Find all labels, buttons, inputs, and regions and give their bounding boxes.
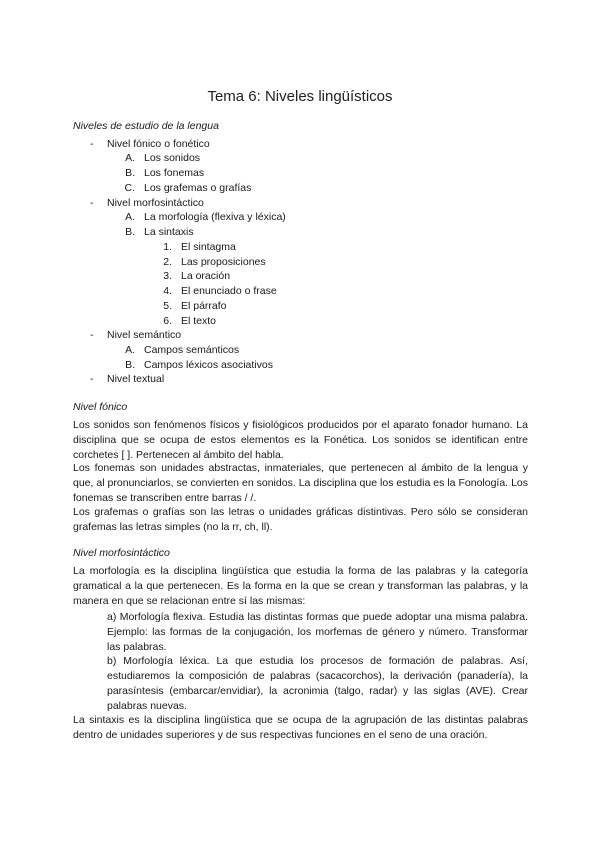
list-marker: 5. <box>163 300 172 312</box>
paragraph-indented: a) Morfología flexiva. Estudia las distintas formas que puede adoptar una misma palabra. Ejemplo: las formas de la conjugación, los morfemas de género y número. Transformar las palabras. <box>107 611 528 653</box>
list-marker: A. <box>125 152 135 164</box>
list-bullet: - <box>90 373 94 385</box>
outline-item: La oración <box>181 270 231 282</box>
outline-item: Campos semánticos <box>144 344 240 356</box>
outline-item: El sintagma <box>181 241 236 253</box>
list-bullet: - <box>90 197 94 209</box>
list-marker: B. <box>125 167 135 179</box>
outline-item: La sintaxis <box>144 226 194 238</box>
list-bullet: - <box>90 138 94 150</box>
paragraph-indented: b) Morfología léxica. La que estudia los procesos de formación de palabras. Así, estudiaremos la composición de palabras (sacacorchos), la derivación (panadería), la parasíntesis (embarcar/envidiar), la acronimia (talgo, radar) y las siglas (AVE). Crear palabras nuevas. <box>107 655 528 712</box>
list-marker: B. <box>125 226 135 238</box>
outline-item: La morfología (flexiva y léxica) <box>144 211 286 223</box>
paragraph: Los sonidos son fenómenos físicos y fisiológicos producidos por el aparato fonador humano. La disciplina que se ocupa de estos elementos es la Fonética. Los sonidos se identifican entre corchetes [ ]. Pertenecen al ámbito del habla. <box>73 419 528 461</box>
paragraph: La sintaxis es la disciplina lingüística que se ocupa de la agrupación de las distintas palabras dentro de unidades superiores y de sus respectivas funciones en el seno de una oración. <box>73 714 528 741</box>
list-marker: B. <box>125 359 135 371</box>
outline-item: Nivel semántico <box>107 329 182 341</box>
outline-item: Nivel textual <box>107 373 165 385</box>
outline-item: Los fonemas <box>144 167 205 179</box>
paragraph: Los fonemas son unidades abstractas, inmateriales, que pertenecen al ámbito de la lengua y que, al pronunciarlos, se convierten en sonidos. La disciplina que los estudia es la Fonología. Los fonemas se transcriben entre barras / /. <box>73 462 528 504</box>
list-marker: 1. <box>163 241 172 253</box>
outline-heading: Niveles de estudio de la lengua <box>73 120 219 132</box>
section-heading-fonico: Nivel fónico <box>73 401 128 413</box>
section-heading-morfosintactico: Nivel morfosintáctico <box>73 547 170 559</box>
outline-item: Nivel fónico o fonético <box>107 138 210 150</box>
outline-item: El párrafo <box>181 300 227 312</box>
list-marker: C. <box>124 182 135 194</box>
paragraph: La morfología es la disciplina lingüística que estudia la forma de las palabras y la categoría gramatical a la que pertenecen. Es la forma en la que se crean y transforman las palabras, y la manera en que se relacionan entre sí las mismas: <box>73 565 528 607</box>
list-marker: 2. <box>163 256 172 268</box>
outline-item: Las proposiciones <box>181 256 266 268</box>
list-marker: 4. <box>163 285 172 297</box>
list-marker: 3. <box>163 270 172 282</box>
outline-item: El enunciado o frase <box>181 285 277 297</box>
list-marker: A. <box>125 344 135 356</box>
outline-item: Campos léxicos asociativos <box>144 359 273 371</box>
outline-item: Los grafemas o grafías <box>144 182 252 194</box>
list-marker: 6. <box>163 315 172 327</box>
list-marker: A. <box>125 211 135 223</box>
list-bullet: - <box>90 329 94 341</box>
paragraph: Los grafemas o grafías son las letras o unidades gráficas distintivas. Pero sólo se consideran grafemas las letras simples (no la rr, ch, ll). <box>73 506 528 533</box>
page-title: Tema 6: Niveles lingüísticos <box>207 88 393 105</box>
outline-item: Los sonidos <box>144 152 201 164</box>
outline-item: El texto <box>181 315 217 327</box>
outline-item: Nivel morfosintáctico <box>107 197 204 209</box>
